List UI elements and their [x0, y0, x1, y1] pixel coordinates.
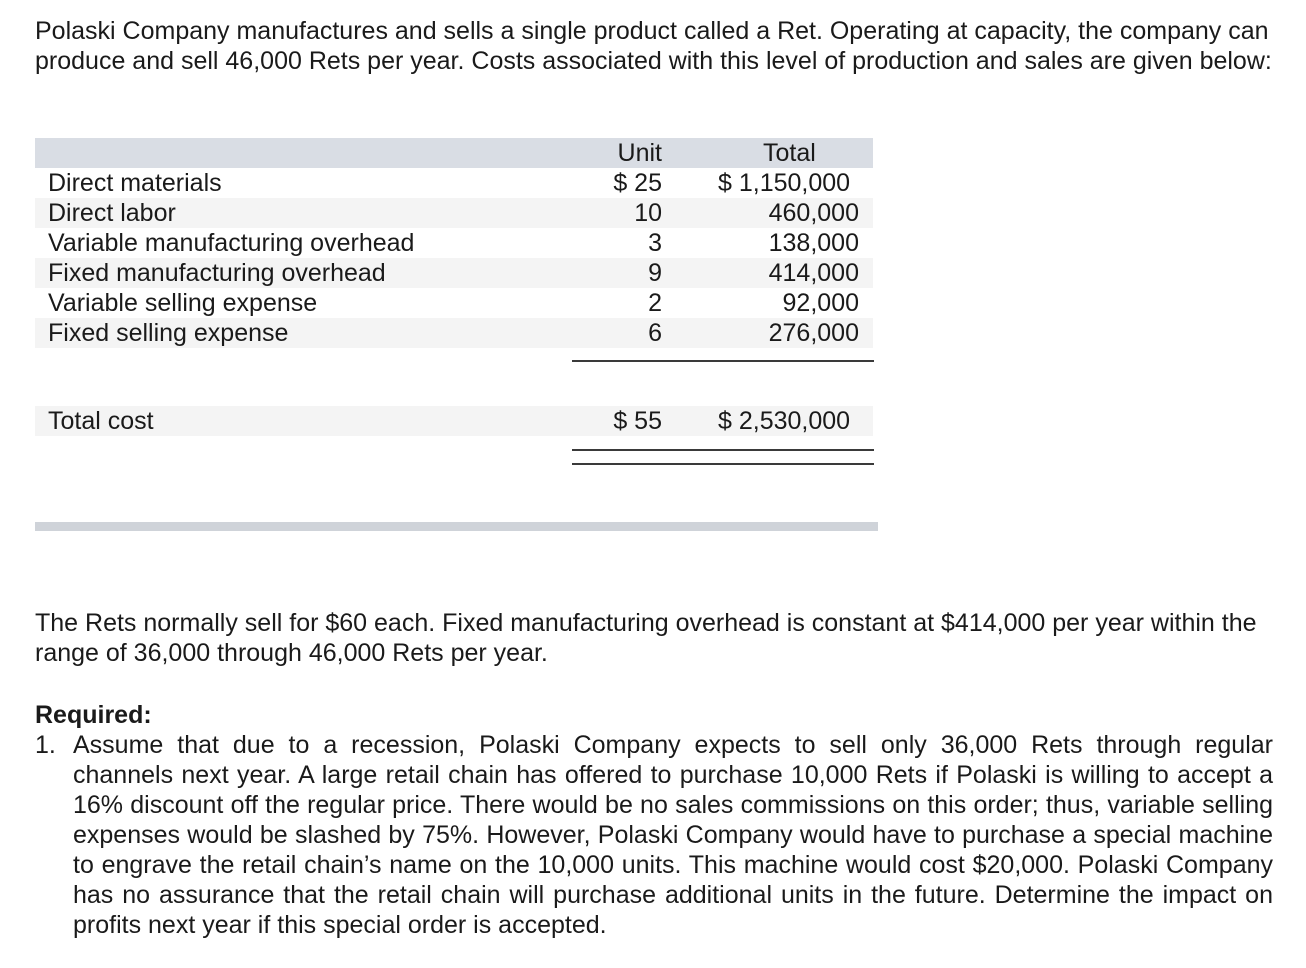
- total-column-header: Total: [763, 139, 816, 167]
- row-unit-value: 10: [634, 199, 662, 227]
- total-total-value: $ 2,530,000: [718, 407, 851, 435]
- row-label: Variable manufacturing overhead: [48, 229, 415, 257]
- row-label: Direct labor: [48, 199, 176, 227]
- row-label: Variable selling expense: [48, 289, 318, 317]
- rets-price-paragraph: The Rets normally sell for $60 each. Fixed manufacturing overhead is constant at $414,000 per year within the range of 36,000 through 46,000 Rets per year.: [35, 609, 1257, 667]
- total-row-label: Total cost: [48, 407, 154, 435]
- required-item-text: Assume that due to a recession, Polaski Company expects to sell only 36,000 Rets through regular channels next year. A large retail chain has offered to purchase 10,000 Rets if Polaski is willing to accept a 16% discount off the regular price. There would be no sales commissions on this order; thus, variable selling expenses would be slashed by 75%. However, Polaski Company would have to purchase a special machine to engrave the retail chain’s name on the 10,000 units. This machine would cost $20,000. Polaski Company has no assurance that the retail chain will purchase additional units in the future. Determine the impact on profits next year if this special order is accepted.: [73, 731, 1273, 939]
- table-header-band: [35, 138, 873, 168]
- row-unit-value: 9: [648, 259, 662, 287]
- row-label: Direct materials: [48, 169, 222, 197]
- row-label: Fixed manufacturing overhead: [48, 259, 386, 287]
- row-unit-value: 2: [648, 289, 662, 317]
- table-bottom-bar: [35, 522, 878, 531]
- row-unit-value: $ 25: [613, 169, 662, 197]
- total-unit-value: $ 55: [613, 407, 662, 435]
- row-total-value: 92,000: [782, 289, 859, 317]
- required-item-number: 1.: [35, 731, 56, 759]
- row-label: Fixed selling expense: [48, 319, 289, 347]
- row-total-value: 138,000: [768, 229, 859, 257]
- row-unit-value: 6: [648, 319, 662, 347]
- row-total-value: $ 1,150,000: [718, 169, 851, 197]
- subtotal-rule: [572, 360, 874, 362]
- row-unit-value: 3: [648, 229, 662, 257]
- row-total-value: 460,000: [768, 199, 859, 227]
- unit-column-header: Unit: [617, 139, 662, 167]
- row-total-value: 414,000: [768, 259, 859, 287]
- double-rule-top: [572, 449, 874, 451]
- double-rule-bottom: [572, 463, 874, 465]
- row-total-value: 276,000: [768, 319, 859, 347]
- intro-paragraph: Polaski Company manufactures and sells a single product called a Ret. Operating at capacity, the company can produce and sell 46,000 Rets per year. Costs associated with this level of production and sales are given below:: [35, 17, 1272, 75]
- required-heading: Required:: [35, 701, 152, 729]
